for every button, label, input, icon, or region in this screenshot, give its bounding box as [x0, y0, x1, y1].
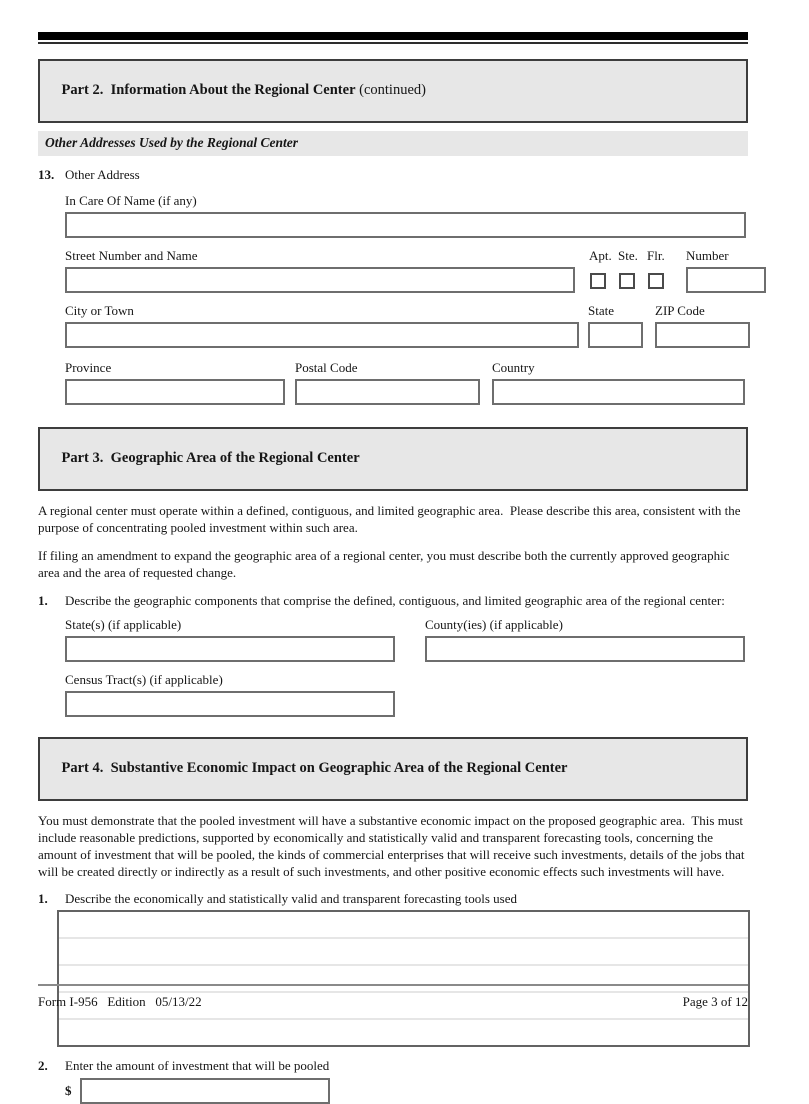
item-13-number: 13.: [38, 167, 55, 182]
country-input[interactable]: [492, 379, 745, 405]
part4-item-2-number: 2.: [38, 1058, 48, 1074]
part4-item-2: [38, 1058, 748, 1104]
textarea-line: [59, 1020, 748, 1045]
part3-title: Part 3. Geographic Area of the Regional Center: [61, 450, 360, 466]
postal-code-label: Postal Code: [295, 360, 358, 375]
unit-number-label: Number: [686, 248, 729, 263]
part4-header: [38, 737, 748, 801]
part4-item-1-number: 1.: [38, 891, 48, 907]
states-input[interactable]: [65, 636, 395, 662]
part2-header: [38, 59, 748, 123]
counties-label: County(ies) (if applicable): [425, 616, 563, 632]
part2-title: Part 2. Information About the Regional Center: [61, 82, 356, 98]
textarea-line: [59, 912, 748, 939]
city-label: City or Town: [65, 303, 134, 318]
census-tracts-label: Census Tract(s) (if applicable): [65, 671, 223, 687]
street-label: Street Number and Name: [65, 248, 198, 263]
footer-rule: [38, 984, 748, 986]
ste-checkbox[interactable]: [619, 273, 635, 289]
part2-title-continued: (continued): [355, 82, 426, 98]
textarea-line: [59, 966, 748, 993]
footer-page-number: Page 3 of 12: [682, 994, 748, 1009]
part3-paragraph-2: If filing an amendment to expand the geographic area of a regional center, you must describe both the currently approved geographic area and the area of requested change.: [38, 548, 733, 581]
part4-item-1: [38, 891, 748, 1047]
top-divider-bar: [38, 32, 748, 40]
footer: [38, 994, 748, 1010]
counties-input[interactable]: [425, 636, 745, 662]
flr-label: Flr.: [647, 248, 665, 263]
country-label: Country: [492, 360, 535, 375]
item-13: [38, 167, 748, 405]
footer-form-edition: Form I-956 Edition 05/13/22: [38, 994, 202, 1009]
states-label: State(s) (if applicable): [65, 616, 182, 632]
part3-item-1-label: Describe the geographic components that comprise the defined, contiguous, and limited geographic area of the regional center:: [65, 592, 725, 608]
item-13-label: Other Address: [65, 167, 140, 182]
street-number-name-input[interactable]: [65, 267, 575, 293]
apt-checkbox[interactable]: [590, 273, 606, 289]
investment-amount-input[interactable]: [80, 1078, 330, 1104]
census-tracts-input[interactable]: [65, 691, 395, 717]
forecasting-tools-textarea[interactable]: [57, 910, 750, 1047]
dollar-sign: $: [65, 1083, 72, 1099]
ste-label: Ste.: [618, 248, 638, 263]
in-care-of-name-input[interactable]: [65, 212, 746, 238]
part4-title: Part 4. Substantive Economic Impact on Geographic Area of the Regional Center: [61, 759, 568, 776]
province-label: Province: [65, 360, 112, 375]
postal-code-input[interactable]: [295, 379, 480, 405]
part3-header: [38, 427, 748, 491]
part2-subheader: Other Addresses Used by the Regional Center: [38, 131, 748, 156]
apt-label: Apt.: [589, 248, 612, 263]
zip-code-input[interactable]: [655, 322, 750, 348]
city-or-town-input[interactable]: [65, 322, 579, 348]
textarea-line: [59, 939, 748, 966]
part3-item-1-number: 1.: [38, 592, 48, 608]
in-care-of-label: In Care Of Name (if any): [65, 193, 197, 208]
part4-item-2-label: Enter the amount of investment that will be pooled: [65, 1058, 330, 1074]
state-input[interactable]: [588, 322, 643, 348]
unit-number-input[interactable]: [686, 267, 766, 293]
part3-paragraph-1: A regional center must operate within a defined, contiguous, and limited geographic area. Please describe this area, consistent with the purpose of concentrating pooled investment within such area.: [38, 503, 744, 536]
part3-item-1: [38, 593, 748, 717]
top-divider-rule: [38, 42, 748, 44]
zip-label: ZIP Code: [655, 303, 705, 318]
part4-item-1-label: Describe the economically and statistically valid and transparent forecasting tools used: [65, 891, 517, 907]
state-label: State: [588, 303, 614, 318]
province-input[interactable]: [65, 379, 285, 405]
flr-checkbox[interactable]: [648, 273, 664, 289]
part4-paragraph-1: You must demonstrate that the pooled investment will have a substantive economic impact on the proposed geographic area. This must include reasonable predictions, supported by economically and statistically valid and transparent forecasting tools, concerning the amount of investment that will be pooled, the kinds of commercial enterprises that will receive such investments, details of the jobs that will be created directly or indirectly as a result of such investments, and other positive economic effects such investments will have.: [38, 812, 748, 880]
